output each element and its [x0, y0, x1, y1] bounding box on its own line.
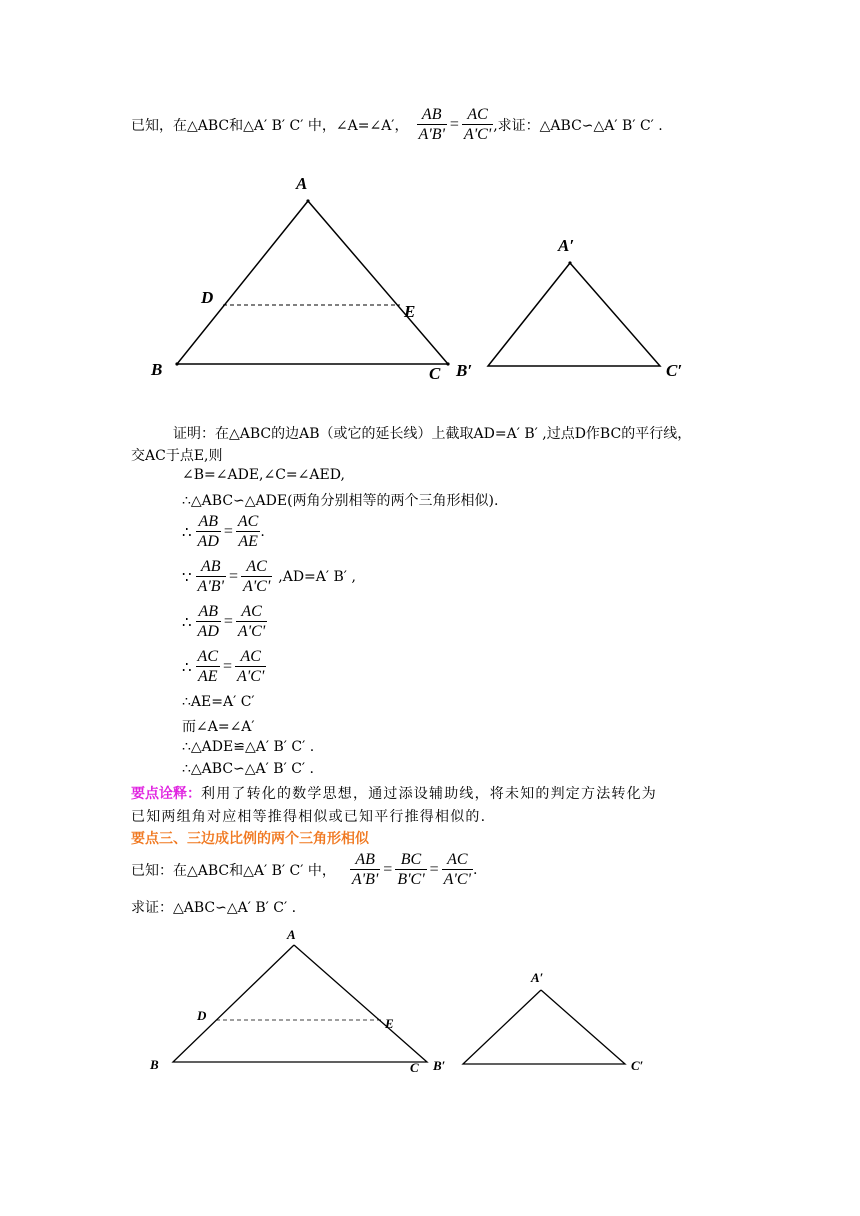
label-a: A	[296, 174, 308, 193]
label-c-2: C	[410, 1060, 419, 1075]
triangle-a1b1c1-2	[463, 990, 625, 1064]
equals-sign: =	[429, 860, 439, 878]
given-text-pre: 已知，在△ABC和△A′ B′ C′ 中，∠A=∠A′，	[131, 117, 409, 134]
label-b-2: B	[150, 1057, 159, 1072]
fraction: $\frac{AC}{A'C'}$	[237, 648, 265, 685]
proof-step-1: ∴ $\frac{AB}{AD}$ = $\frac{AC}{AE}$ .	[182, 513, 265, 550]
label-c: C	[429, 364, 441, 383]
fraction: $\frac{AC}{A'C'}$	[443, 851, 471, 888]
triangle-abc	[177, 201, 448, 364]
proof-line-1: 证明：在△ABC的边AB（或它的延长线）上截取AD=A′ B′ ,过点D作BC的平行线，	[173, 426, 692, 442]
proof-step-3: ∴ $\frac{AB}{AD}$ = $\frac{AC}{A'C'}$	[182, 603, 266, 640]
proof-step-2: ∵ $\frac{AB}{A'B'}$ = $\frac{AC}{A'C'}$ ,AD=A′ B′ ,	[182, 558, 356, 595]
prove-statement-3: 求证：△ABC∽△A′ B′ C′ .	[131, 900, 297, 916]
fraction: $\frac{AC}{AE}$	[197, 648, 218, 685]
proof-line-5: ∴AE=A′ C′	[182, 694, 255, 710]
label-e: E	[404, 302, 416, 321]
fraction: $\frac{AB}{A'B'}$	[197, 558, 224, 595]
triangle-a1b1c1	[488, 263, 660, 366]
equals-sign: =	[228, 567, 238, 585]
given-text-post: ,求证：△ABC∽△A′ B′ C′ .	[493, 117, 663, 134]
fraction: $\frac{BC}{B'C'}$	[397, 851, 425, 888]
figure-2-triangles	[0, 900, 860, 1100]
equals-sign: =	[383, 860, 393, 878]
label-b-prime-2: B′	[433, 1058, 446, 1073]
fraction: $\frac{AB}{A'B'}$	[351, 851, 379, 888]
proof-step-4: ∴ $\frac{AC}{AE}$ = $\frac{AC}{A'C'}$	[182, 648, 265, 685]
equals-sign: =	[223, 522, 233, 540]
fraction: $\frac{AB}{AD}$	[197, 603, 219, 640]
section-3-heading: 要点三、三边成比例的两个三角形相似	[131, 831, 369, 847]
label-d-2: D	[197, 1008, 207, 1023]
label-c-prime: C′	[666, 361, 683, 380]
proof-line-4: ∴△ABC∽△ADE(两角分别相等的两个三角形相似).	[182, 493, 499, 509]
label-a-prime-2: A′	[531, 970, 544, 985]
proof-line-8: ∴△ABC∽△A′ B′ C′ .	[182, 761, 314, 777]
proof-line-2: 交AC于点E,则	[131, 448, 223, 464]
label-d: D	[201, 288, 214, 307]
fraction-ac-over-a1c1: $\frac{AC}{A'C'}$	[463, 106, 492, 143]
label-b-prime: B′	[456, 361, 473, 380]
fraction: $\frac{AC}{AE}$	[237, 513, 259, 550]
equals-sign: =	[223, 657, 233, 675]
proof-line-7: ∴△ADE≌△A′ B′ C′ .	[182, 739, 315, 755]
fraction: $\frac{AB}{AD}$	[197, 513, 219, 550]
equals-sign: =	[223, 612, 233, 630]
fraction-ab-over-a1b1: $\frac{AB}{A'B'}$	[418, 106, 445, 143]
note-line-2: 已知两组角对应相等推得相似或已知平行推得相似的.	[131, 809, 487, 825]
label-a-2: A	[287, 927, 296, 942]
note-line-1: 要点诠释：利用了转化的数学思想，通过添设辅助线，将未知的判定方法转化为	[131, 786, 657, 802]
equals-sign: =	[449, 115, 459, 133]
proof-line-6: 而∠A=∠A′	[182, 719, 255, 735]
label-e-2: E	[385, 1016, 394, 1031]
figure-1-triangles	[0, 0, 860, 400]
label-c-prime-2: C′	[631, 1058, 644, 1073]
proof-line-3: ∠B=∠ADE,∠C=∠AED,	[182, 467, 345, 483]
given-statement-3: 已知：在△ABC和△A′ B′ C′ 中， $\frac{AB}{A'B'}$ = $\frac{BC}{B'C'}$ = $\frac{AC}{A'C'}$ .	[131, 851, 478, 888]
label-b: B	[151, 360, 163, 379]
note-label: 要点诠释：	[131, 786, 201, 802]
fraction: $\frac{AC}{A'C'}$	[237, 603, 266, 640]
label-a-prime: A′	[558, 236, 575, 255]
triangle-abc-2	[173, 945, 427, 1062]
fraction: $\frac{AC}{A'C'}$	[242, 558, 271, 595]
